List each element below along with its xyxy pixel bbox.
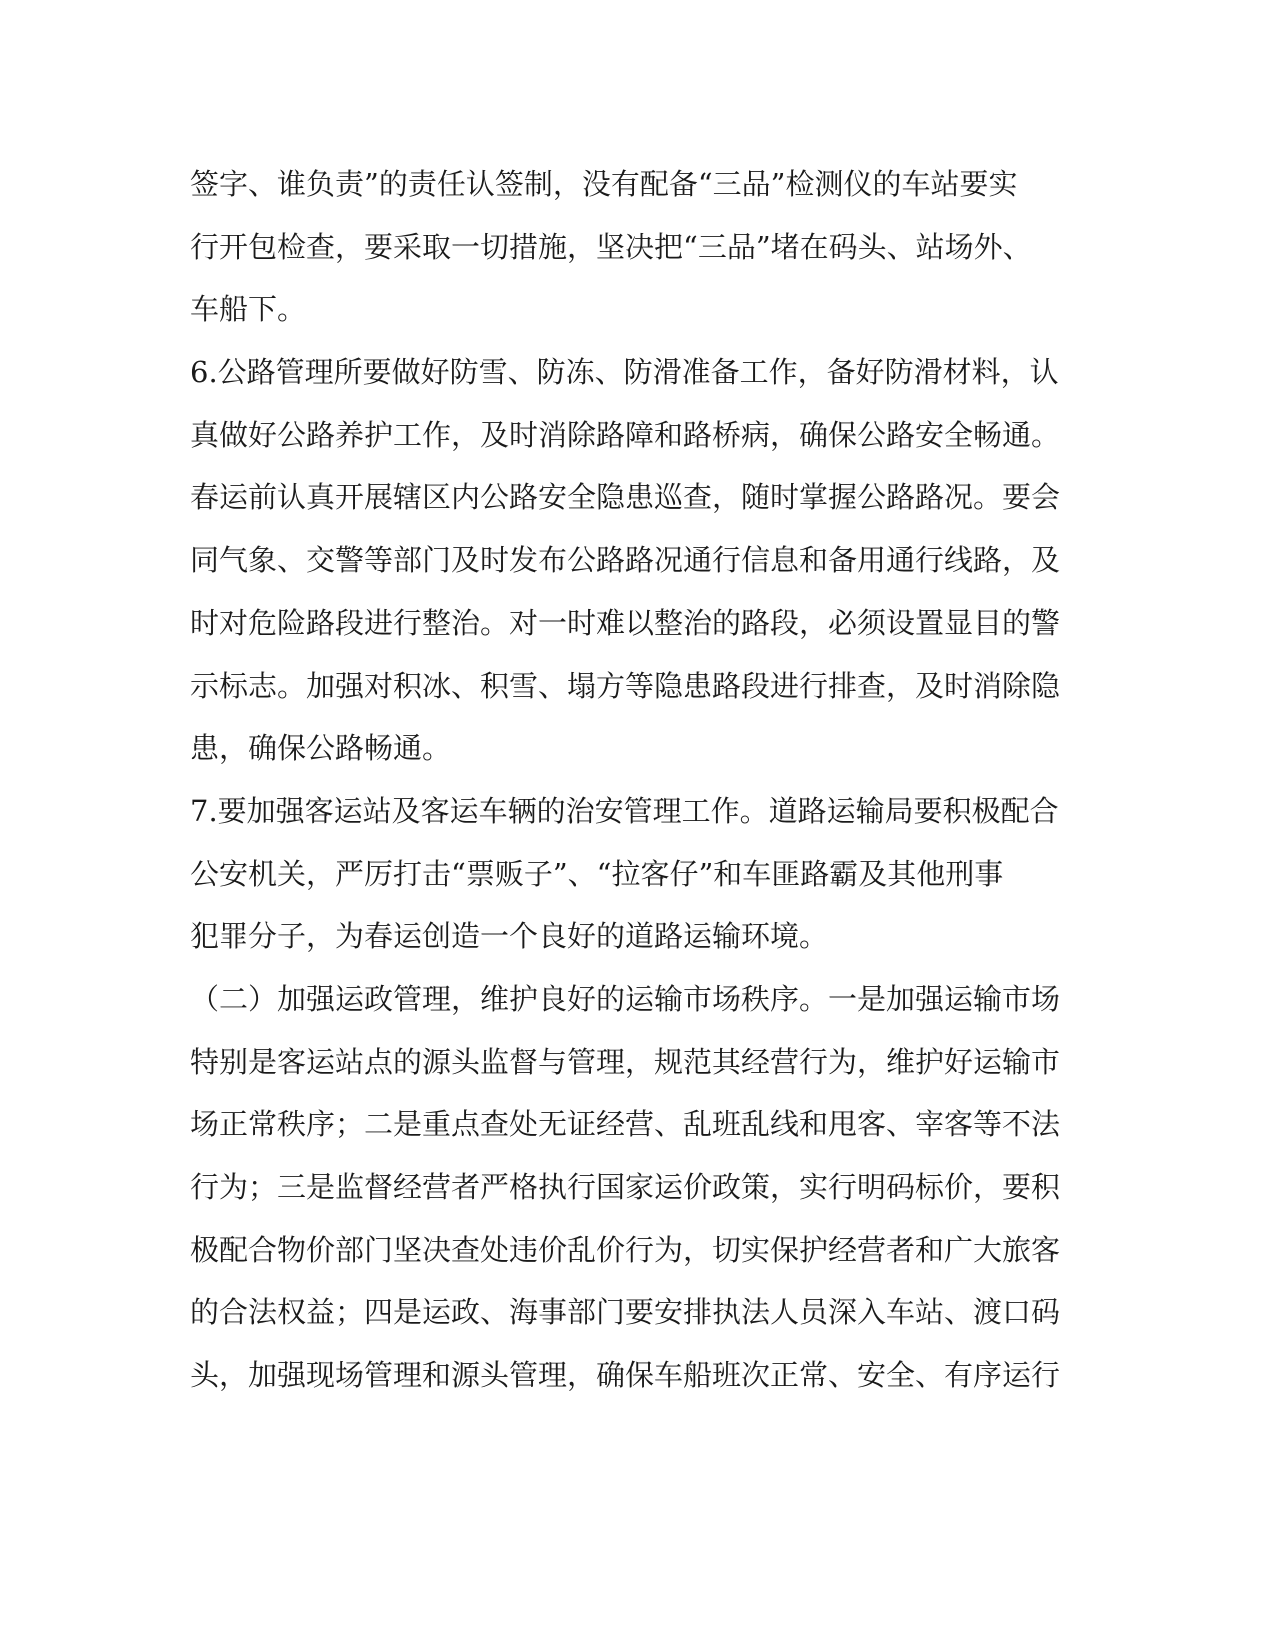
text-line: 头，加强现场管理和源头管理，确保车船班次正常、安全、有序运行 <box>190 1358 1061 1393</box>
text-line: 真做好公路养护工作，及时消除路障和路桥病，确保公路安全畅通。 <box>190 417 1061 452</box>
text-line: 行为；三是监督经营者严格执行国家运价政策，实行明码标价，要积 <box>190 1170 1061 1204</box>
text-line: 车船下。 <box>190 292 307 327</box>
text-line: 7.要加强客运站及客运车辆的治安管理工作。道路运输局要积极配合 <box>190 793 1059 828</box>
text-line: 犯罪分子，为春运创造一个良好的道路运输环境。 <box>190 919 829 954</box>
text-line: 特别是客运站点的源头监督与管理，规范其经营行为，维护好运输市 <box>190 1044 1061 1079</box>
body-text <box>190 153 1090 1407</box>
text-line: 场正常秩序；二是重点查处无证经营、乱班乱线和甩客、宰客等不法 <box>190 1107 1061 1142</box>
text-line: 6.公路管理所要做好防雪、防冻、防滑准备工作，备好防滑材料，认 <box>190 355 1059 390</box>
text-line: 的合法权益；四是运政、海事部门要安排执法人员深入车站、渡口码 <box>190 1295 1061 1330</box>
text-line: 极配合物价部门坚决查处违价乱价行为，切实保护经营者和广大旅客 <box>190 1232 1061 1267</box>
text-line: 签字、谁负责”的责任认签制，没有配备“三品”检测仪的车站要实 <box>190 167 1018 201</box>
text-line: 示标志。加强对积冰、积雪、塌方等隐患路段进行排查，及时消除隐 <box>190 668 1061 703</box>
text-line: 患，确保公路畅通。 <box>190 731 452 766</box>
text-line: 春运前认真开展辖区内公路安全隐患巡查，随时掌握公路路况。要会 <box>190 480 1061 515</box>
text-line: 行开包检查，要采取一切措施，坚决把“三品”堵在码头、站场外、 <box>190 229 1032 264</box>
text-line: （二）加强运政管理，维护良好的运输市场秩序。一是加强运输市场 <box>190 981 1061 1016</box>
text-line: 时对危险路段进行整治。对一时难以整治的路段，必须设置显目的警 <box>190 605 1061 640</box>
text-line: 公安机关，严厉打击“票贩子”、“拉客仔”和车匪路霸及其他刑事 <box>190 856 1004 891</box>
text-line: 同气象、交警等部门及时发布公路路况通行信息和备用通行线路，及 <box>190 543 1061 578</box>
